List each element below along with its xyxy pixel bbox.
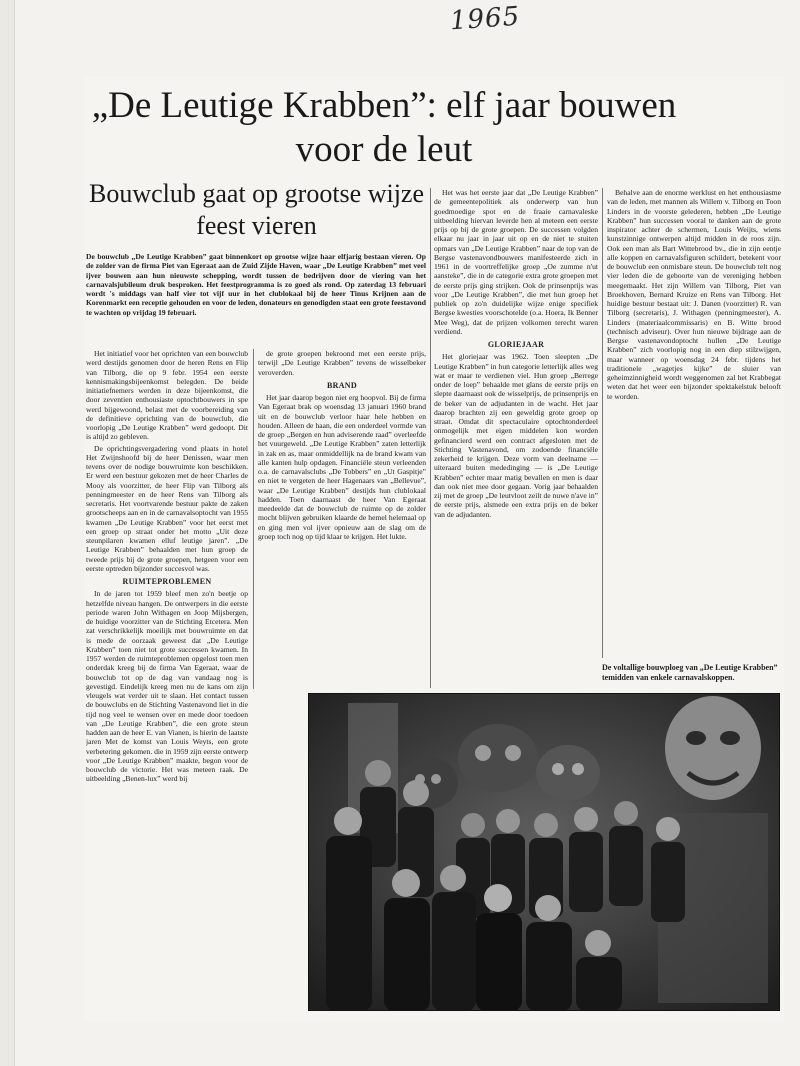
col4-paragraph: Behalve aan de enorme werklust en het enthousiasme van de leden, met mannen als Willem v. Tilborg en Toon Linders in de voorste gelederen, hebben „De Leutige Krabben” hun successen vooral te danken aan de grote inspirator achter de schermen, Louis Weijts, wiens kunstzinnige ontwerpen altijd midden in de roos zijn. Ook een man als Bart Wittebrood bv., die in zijn eentje alle koppen en carnavalsfiguren schildert, betekent voor de bouwclub een onmisbare steun. De bouwclub telt nog vier leden die de geboorte van de vereniging hebben meegemaakt. Het zijn Willem van Tilborg, Piet van Broekhoven, Bernard Kruize en Rens van Tilborg. Het huidige bestuur bestaat uit: J. Danen (voorzitter) R. van Tilborg (secretaris), J. Withagen (penningmeester), A. Linders (materiaalcommissaris) en B. Witte brood (technisch adviseur). Over hun nieuwe bijdrage aan de Bergse vastenavondoptocht hullen „De Leutige Krabben” zich voorlopig nog in een diep stilzwijgen, maar wanneer op woensdag 24 febr. tijdens het traditionele „wagetjes kijke” de sluier van geheimzinnigheid wordt weggenomen zal het Krabbegat weten dat het weer een bijzonder spektakelstuk belooft te worden. [607,188,781,401]
article-column-1 [86,349,248,1011]
col1-paragraph: De oprichtingsvergadering vond plaats in hotel Het Zwijnshoofd bij de heer Denissen, waar men tevens over de nodige bouwruimte kon beschikken. Er werd een bestuur gekozen met de heer Charles de Mooy als voorzitter, de heer Flip van Tilborg als penningmeester en de heer Rens van Tilborg als secretaris. Het voortvarende bestuur pakte de zaken grootscheeps aan en in de carnavalsoptocht van 1955 kwamen „De Leutige Krabben” voor het eerst met een groep op straat onder het motto „Uit deze steunpilaren kwamen elluf leutige jaren”. „De Leutige Krabben” behaalden met hun groep de tweede prijs bij de grote groepen, hetgeen voor een eerste optreden bijzonder succesvol was. [86,443,248,573]
section-heading-gloriejaar: GLORIEJAAR [487,340,545,349]
col2-paragraph: de grote groepen bekroond met een eerste prijs, terwijl „De Leutige Krabben” tevens de wisselbeker veroverden. [258,349,426,377]
carnival-head-icon [665,696,761,800]
column-divider [253,349,254,689]
article-column-3 [434,188,598,688]
column-divider [430,188,431,688]
col1-paragraph: In de jaren tot 1959 bleef men zo'n beetje op hetzelfde niveau hangen. De ontwerpers in die eerste periode waren John Withagen en Joop Mijsbergen, de huidige voorzitter van de Stichting Etcetera. Men zat verschrikkelijk moeilijk met bouwruimte en dat is mede de oorzaak geweest dat „De Leutige Krabben” toen niet tot grote successen kwamen. In 1957 werden de ruimteproblemen opgelost toen men onderdak kreeg bij de firma Van Egeraat, waar de bouwclub tot op de dag van vandaag nog is gevestigd. Eindelijk kreeg men nu de kans om zijn vleugels wat verder uit te slaan. Het contact tussen de bouwclubs en de Stichting Vastenavond liet in die tijd nog veel te wensen over en mede door toedoen van „De Leutige Krabben”, die een grote steun hadden aan de heer E. van Vianen, is hierin de laatste jaren Met de komst van Louis Weyts, een grote verbetering gekomen. die in 1959 zijn eerste ontwerp voor „De Leutige Krabben” maakte, begon voor de bouwclub de victorie. Het was meteen raak. De uitbeelding „Benen-lux” werd bij [86,589,248,784]
col3-paragraph: Het was het eerste jaar dat „De Leutige Krabben” de gemeentepolitiek als onderwerp van hun goedmoedige spot en de fraaie carnavaleske uitbeelding hiervan leverde hen al meteen een eerste prijs op bij de grote groepen. De successen volgden elkaar nu jaar in jaar uit op en de niet te stuiten opmars van „De Leutige Krabben” naar de top van de Bergse vastenavondbouwers manifesteerde zich in 1961 in de voortreffelijke groep „Oe zumme n'ut aansteke”, die in de categorie extra grote groepen met de eerste prijs ging strijken. Ook de prinsenprijs was voor „De Leutige Krabben”, die met hun groep het publiek op zo'n duidelijke wijze enige specifiek Bergse kwesties voorschotelde (o.a. Hoera, Ik Benner Mee Weg), dat de prijzen volkomen terecht waren verdiend. [434,188,598,336]
col1-paragraph: Het initiatief voor het oprichten van een bouwclub werd destijds genomen door de heren Rens en Flip van Tilborg, die op 9 febr. 1954 een eerste kennismakingsbijeenkomst belegden. De beide initiatiefnemers werden in deze bijeenkomst, die door zeventien enthousiaste optochtbouwers in spe werd bijgewoond, belast met de voorbereiding van de definitieve oprichting van de bouwclub, die voorlopig „De Leutige Krabben” werd gedoopt. Dit is altijd zo gebleven. [86,349,248,442]
subheadline: Bouwclub gaat op grootse wijze feest vieren [88,179,425,240]
article-column-2 [258,349,426,679]
article-column-4 [607,188,781,658]
photo-caption: De voltallige bouwploeg van „De Leutige Krabben” temidden van enkele carnavalskoppen. [602,663,778,682]
section-heading-ruimteproblemen: RUIMTEPROBLEMEN [122,577,212,586]
handwritten-year: 1965 [449,1,522,37]
section-heading-brand: BRAND [327,380,357,390]
intro-paragraph: De bouwclub „De Leutige Krabben” gaat binnenkort op grootse wijze haar elfjarig bestaan vieren. Op de zolder van de firma Piet van Egeraat aan de Zuid Zijde Haven, waar „De Leutige Krabben” met veel ijver bouwen aan hun nieuwste schepping, wordt tussen de bedrijven door de viering van het carnavalsjubileum druk besproken. Het feestprogramma is zo goed als rond. Op zaterdag 13 februari wordt 's middags van half vier tot vijf uur in het clublokaal bij de heer Tinus Krijnen aan de Korenmarkt een receptie gehouden en voor de leden, donateurs en genodigden staat een grote feestavond te wachten op vrijdag 19 februari. [86,252,426,317]
col2-paragraph: Het jaar daarop begon niet erg hoopvol. Bij de firma Van Egeraat brak op woensdag 13 januari 1960 brand uit en de bouwclub verloor haar hele hebben en houden. Alleen de haan, die een onderdeel vormde van de groep „Bergen en hun adviserende raad” overleefde het vuurgeweld. „De Leutige Krabben” zaten letterlijk in zak en as, maar onmiddellijk na de brand kwam van alle kanten hulp opdagen. Financiële steun verleenden o.a. de carnavalsclubs „De Tobbers” en „Ut Gaspitje” en niet te vergeten de heer Hagenaars van „Bellevue”, waar „De Leutige Krabben” destijds hun clublokaal hadden. Toen daarnaast de heer Van Egeraat meedeelde dat de bouwclub de ruimte op de zolder mocht blijven gebruiken klaarde de hemel helemaal op en ging men vol ijver opnieuw aan de slag om de groep toch nog op tijd klaar te krijgen. Het lukte. [258,393,426,541]
col3-paragraph: Het gloriejaar was 1962. Toen sleepten „De Leutige Krabben” in hun categorie letterlijk alles weg wat er maar te verdienen viel. Hun groep „Berrege onder de loep” behaalde met glans de eerste prijs en slepte daarnaast ook de wisselprijs, de prinsenprijs en de beker van de adjudanten in de wacht. Het jaar daarop brachten zij een geweldig grote groep op straat. Omdat dit spectaculaire optochtonderdeel onmogelijk met eigen middelen kon worden gefinancierd werd een contract afgesloten met de Stichting Vastenavond, om zodoende financiële zekerheid te krijgen. Deze vorm van deelname — uiteraard buiten mededinging — is „De Leutige Krabben” echter maar matig bevallen en men is daar dan ook niet mee door gegaan. Vorig jaar behaalden zij met de groep „De leutvloot zeilt de nuwe n'ave in” de eerste prijs, alsmede een extra prijs en de beker van de adjudanten. [434,352,598,519]
column-divider [602,188,603,658]
headline: „De Leutige Krabben”: elf jaar bouwen voor de leut [91,85,677,170]
group-photo [308,693,780,1011]
